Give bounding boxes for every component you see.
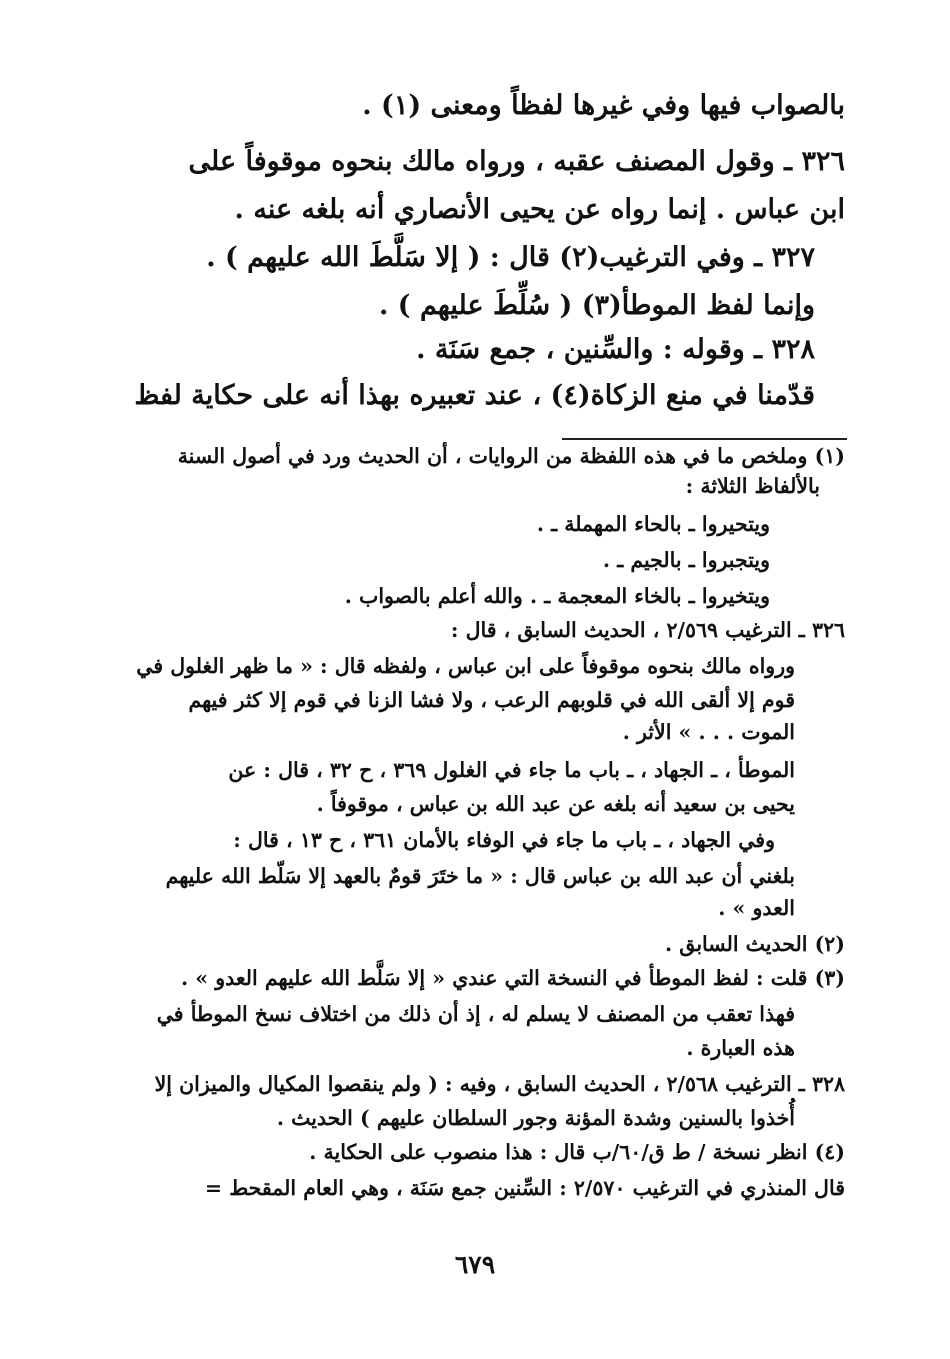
main-text-line-5: وإنما لفظ الموطأ(٣) ( سُلِّطَ عليهم ) . xyxy=(378,290,815,321)
footnote-line: أُخذوا بالسنين وشدة المؤنة وجور السلطان عليهم ) الحديث . xyxy=(276,1106,795,1130)
footnote-line: الموت . . . » الأثر . xyxy=(622,720,795,744)
footnote-line: (٤) انظر نسخة / ط ق/٦٠/ب قال : هذا منصوب على الحكاية . xyxy=(309,1140,845,1164)
main-text-line-2: ٣٢٦ ـ وقول المصنف عقبه ، ورواه مالك بنحوه موقوفاً على xyxy=(188,146,845,177)
main-text-line-3: ابن عباس . إنما رواه عن يحيى الأنصاري أنه بلغه عنه . xyxy=(234,194,845,225)
footnote-line: ٣٢٦ ـ الترغيب ٢/٥٦٩ ، الحديث السابق ، قال : xyxy=(450,618,845,642)
footnote-line: بالألفاظ الثلاثة : xyxy=(685,474,820,498)
footnote-line: العدو » . xyxy=(718,896,795,920)
footnote-line: فهذا تعقب من المصنف لا يسلم له ، إذ أن ذلك من اختلاف نسخ الموطأ في xyxy=(156,1002,795,1026)
footnote-line: (١) وملخص ما في هذه اللفظة من الروايات ، أن الحديث ورد في أصول السنة xyxy=(177,444,845,468)
footnote-line: ويتحيروا ـ بالحاء المهملة ـ . xyxy=(536,512,770,536)
footnote-line: هذه العبارة . xyxy=(686,1036,795,1060)
footnote-line: قال المنذري في الترغيب ٢/٥٧٠ : السِّنين جمع سَنَة ، وهي العام المقحط = xyxy=(204,1176,845,1200)
footnote-line: الموطأ ، ـ الجهاد ، ـ باب ما جاء في الغلول ٣٦٩ ، ح ٣٢ ، قال : عن xyxy=(228,758,795,782)
footnote-line: ٣٢٨ ـ الترغيب ٢/٥٦٨ ، الحديث السابق ، وفيه : ( ولم ينقصوا المكيال والميزان إلا xyxy=(154,1072,845,1096)
footnote-line: وفي الجهاد ، ـ باب ما جاء في الوفاء بالأمان ٣٦١ ، ح ١٣ ، قال : xyxy=(233,828,775,852)
footnote-line: ورواه مالك بنحوه موقوفاً على ابن عباس ، ولفظه قال : « ما ظهر الغلول في xyxy=(136,654,795,678)
main-text-line-7: قدّمنا في منع الزكاة(٤) ، عند تعبيره بهذا أنه على حكاية لفظ xyxy=(134,380,815,411)
footnote-line: قوم إلا ألقى الله في قلوبهم الرعب ، ولا فشا الزنا في قوم إلا كثر فيهم xyxy=(188,688,795,712)
page-number: ٦٧٩ xyxy=(454,1250,496,1279)
footnote-line: (٣) قلت : لفظ الموطأ في النسخة التي عندي « إلا سَلَّط الله عليهم العدو » . xyxy=(181,966,845,990)
main-text-line-6: ٣٢٨ ـ وقوله : والسِّنين ، جمع سَنَة . xyxy=(416,334,815,365)
footnote-line: يحيى بن سعيد أنه بلغه عن عبد الله بن عباس ، موقوفاً . xyxy=(316,792,795,816)
footnote-line: بلغني أن عبد الله بن عباس قال : « ما ختَرَ قومٌ بالعهد إلا سَلّط الله عليهم xyxy=(165,864,795,888)
footnote-line: (٢) الحديث السابق . xyxy=(664,932,845,956)
footnote-line: ويتجبروا ـ بالجيم ـ . xyxy=(602,548,770,572)
main-text-line-4: ٣٢٧ ـ وفي الترغيب(٢) قال : ( إلا سَلَّطَ الله عليهم ) . xyxy=(206,242,815,273)
footnote-separator xyxy=(562,438,847,440)
main-text-line-1: بالصواب فيها وفي غيرها لفظاً ومعنى (١) . xyxy=(362,90,845,121)
footnote-line: ويتخيروا ـ بالخاء المعجمة ـ . والله أعلم بالصواب . xyxy=(344,584,770,608)
